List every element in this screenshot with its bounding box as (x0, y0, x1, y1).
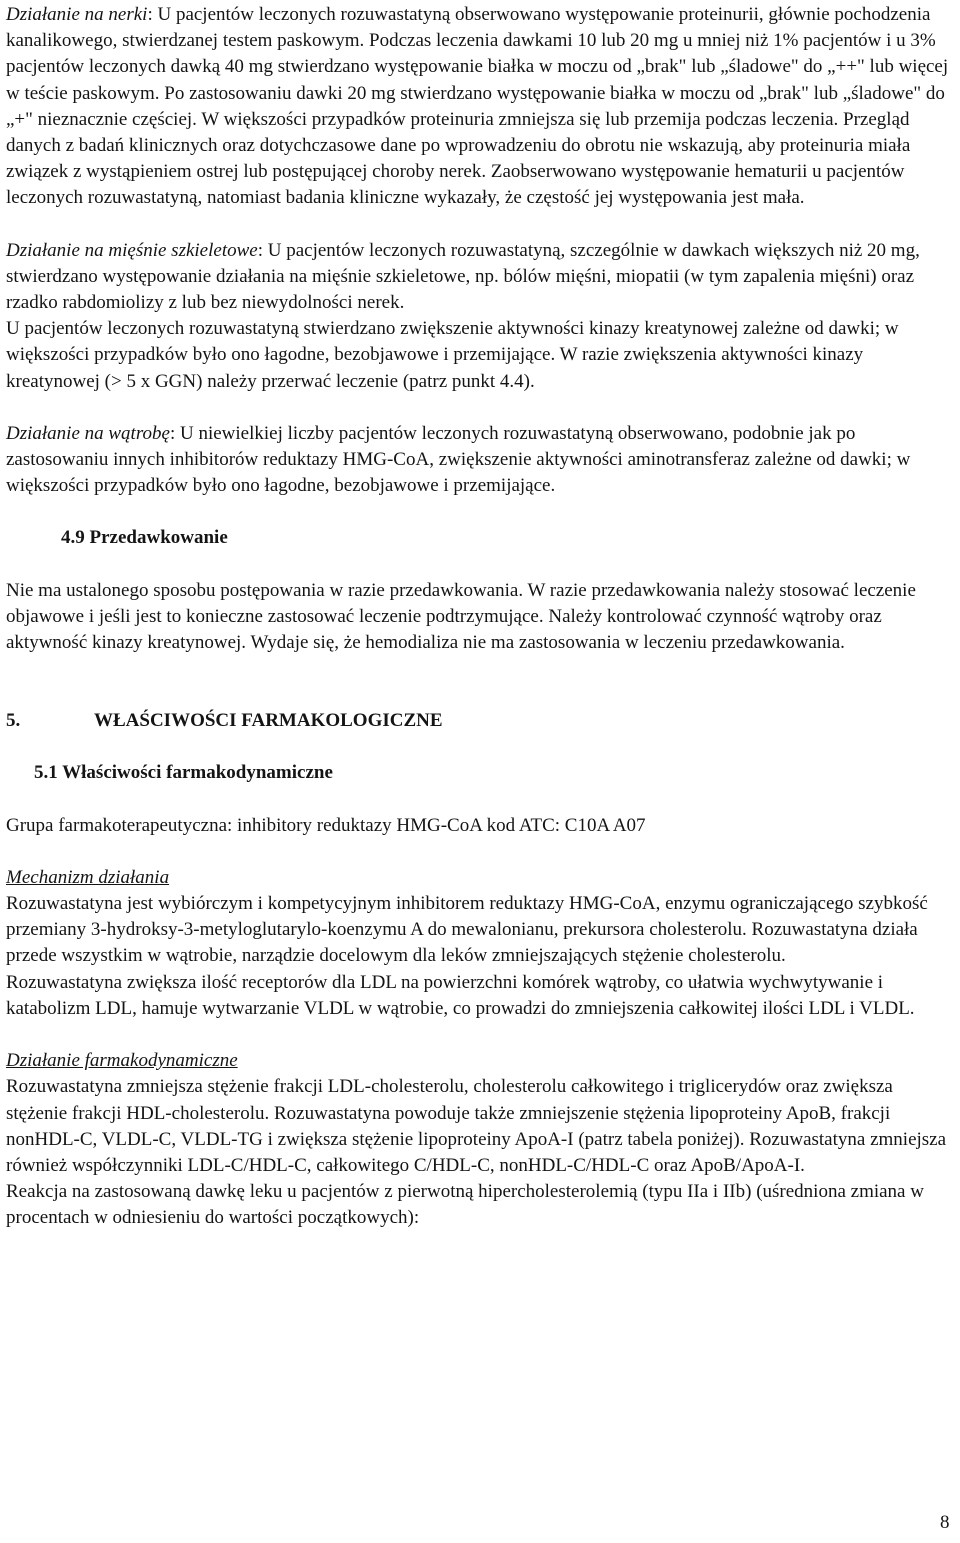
kidney-label: Działanie na nerki (6, 4, 148, 25)
document-page (6, 2, 954, 1232)
atc-group-line: Grupa farmakoterapeutyczna: inhibitory reduktazy HMG-CoA kod ATC: C10A A07 (6, 814, 646, 836)
muscle-paragraph (6, 238, 954, 317)
liver-label: Działanie na wątrobę (6, 422, 170, 444)
mechanism-paragraph-2: Rozuwastatyna zwiększa ilość receptorów dla LDL na powierzchni komórek wątroby, co ułatwia wychwytywanie i katabolizm LDL, hamuje wytwarzanie VLDL w wątrobie, co prowadzi do zmniejszenia całkowitej ilości LDL i VLDL. (6, 971, 915, 1019)
mechanism-label: Mechanizm działania (6, 866, 170, 888)
overdose-heading: 4.9 Przedawkowanie (61, 527, 228, 549)
section-5-title: WŁAŚCIWOŚCI FARMAKOLOGICZNE (94, 710, 443, 732)
pd-effects-label: Działanie farmakodynamiczne (6, 1050, 238, 1072)
muscle-label: Działanie na mięśnie szkieletowe (6, 239, 258, 261)
kidney-paragraph (6, 2, 954, 212)
section-5-number: 5. (6, 710, 21, 732)
pd-effects-paragraph: Rozuwastatyna zmniejsza stężenie frakcji LDL-cholesterolu, cholesterolu całkowitego i triglicerydów oraz zwiększa stężenie frakcji HDL-cholesterolu. Rozuwastatyna powoduje także zmniejszenie stężenia lipoproteiny ApoB, frakcji nonHDL-C, VLDL-C, VLDL-TG i zwiększa stężenie lipoproteiny ApoA-I (patrz tabela poniżej). Rozuwastatyna zmniejsza również współczynniki LDL-C/HDL-C, całkowitego C/HDL-C, nonHDL-C/HDL-C oraz ApoB/ApoA-I. (6, 1076, 947, 1176)
muscle-text: : U pacjentów leczonych rozuwastatyną, szczególnie w dawkach większych niż 20 mg, stwierdzano występowanie działania na mięśnie szkieletowe, np. bólów mięśni, miopatii (w tym zapalenia mięśni) oraz rzadko rabdomiolizy z lub bez niewydolności nerek. (6, 239, 920, 314)
pd-effects-paragraph-2: Reakcja na zastosowaną dawkę leku u pacjentów z pierwotną hipercholesterolemią (typu IIa i IIb) (uśredniona zmiana w procentach w odniesieniu do wartości początkowych): (6, 1181, 924, 1229)
mechanism-paragraph: Rozuwastatyna jest wybiórczym i kompetycyjnym inhibitorem reduktazy HMG-CoA, enzymu ograniczającego szybkość przemiany 3-hydroksy-3-metyloglutarylo-koenzymu A do mewalonianu, prekursora cholesterolu. Rozuwastatyna działa przede wszystkim w wątrobie, narządzie docelowym dla leków zmniejszających stężenie cholesterolu. (6, 893, 928, 967)
overdose-paragraph: Nie ma ustalonego sposobu postępowania w razie przedawkowania. W razie przedawkowania należy stosować leczenie objawowe i jeśli jest to konieczne zastosować leczenie podtrzymujące. Należy kontrolować czynność wątroby oraz aktywność kinazy kreatynowej. Wydaje się, że hemodializa nie ma zastosowania w leczeniu przedawkowania. (6, 579, 916, 654)
liver-text: : U niewielkiej liczby pacjentów leczonych rozuwastatyną obserwowano, podobnie jak po zastosowaniu innych inhibitorów reduktazy HMG-CoA, zwiększenie aktywności aminotransferaz zależne od dawki; w większości przypadków było ono łagodne, bezobjawowe i przemijające. (6, 422, 911, 497)
kidney-text: : U pacjentów leczonych rozuwastatyną obserwowano występowanie proteinurii, głównie pochodzenia kanalikowego, stwierdzanej testem paskowym. Podczas leczenia dawkami 10 lub 20 mg u mniej niż 1% pacjentów i u 3% pacjentów leczonych dawką 40 mg stwierdzano występowanie białka w moczu od „brak" lub „śladowe" do „++" lub więcej w teście paskowym. Po zastosowaniu dawki 20 mg stwierdzano występowanie białka w moczu od „brak" lub „śladowe" do „+" nieznacznie częściej. W większości przypadków proteinuria zmniejsza się lub przemija podczas leczenia. Przegląd danych z badań klinicznych oraz dotychczasowe dane po wprowadzeniu do obrotu nie wskazują, aby proteinuria miała związek z wystąpieniem ostrej lub postępującej choroby nerek. Zaobserwowano występowanie hematurii u pacjentów leczonych rozuwastatyną, natomiast badania kliniczne wykazały, że częstość jej występowania jest mała. (6, 4, 949, 209)
pharmacodynamics-heading: 5.1 Właściwości farmakodynamiczne (34, 762, 333, 784)
section-5-heading (6, 708, 954, 734)
page-number: 8 (940, 1512, 950, 1533)
liver-paragraph (6, 421, 954, 500)
muscle-paragraph-2: U pacjentów leczonych rozuwastatyną stwierdzano zwiększenie aktywności kinazy kreatynowej zależne od dawki; w większości przypadków było ono łagodne, bezobjawowe i przemijające. W razie zwiększenia aktywności kinazy kreatynowej (> 5 x GGN) należy przerwać leczenie (patrz punkt 4.4). (6, 318, 899, 392)
